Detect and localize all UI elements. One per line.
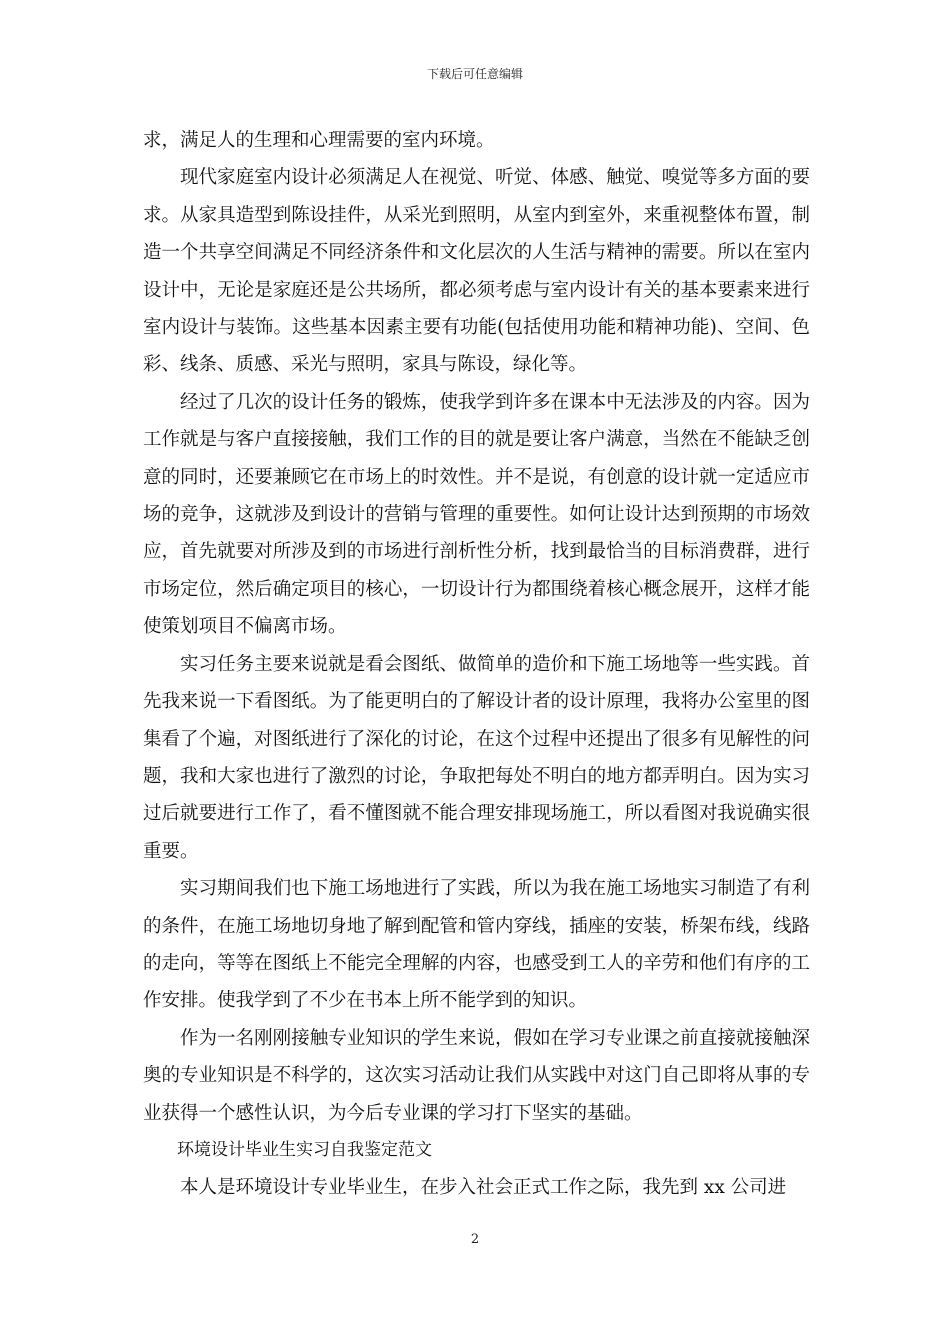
paragraph-conclusion: 作为一名刚刚接触专业知识的学生来说，假如在学习专业课之前直接就接触深奥的专业知识是不科学的，这次实习活动让我们从实践中对这门自己即将从事的专业获得一个感性认识，为今后专业课的学习打下坚实的基础。 (143, 1027, 810, 1124)
paragraph-continuation: 求，满足人的生理和心理需要的室内环境。 (143, 130, 495, 151)
paragraph-site-practice: 实习期间我们也下施工场地进行了实践，所以为我在施工场地实习制造了有利的条件，在施工场地切身地了解到配管和管内穿线，插座的安装，桥架布线，线路的走向，等等在图纸上不能完全理解的内容，也感受到工人的辛劳和他们有序的工作安排。使我学到了不少在书本上所不能学到的知识。 (143, 878, 810, 1012)
page-header (0, 67, 950, 81)
page-number-text: 2 (470, 1232, 480, 1247)
document-body (143, 122, 810, 1207)
paragraph-design-tasks: 经过了几次的设计任务的锻炼，使我学到许多在课本中无法涉及的内容。因为工作就是与客户直接接触，我们工作的目的就是要让客户满意，当然在不能缺乏创意的同时，还要兼顾它在市场上的时效性。并不是说，有创意的设计就一定适应市场的竞争，这就涉及到设计的营销与管理的重要性。如何让设计达到预期的市场效应，首先就要对所涉及到的市场进行剖析性分析，找到最恰当的目标消费群，进行市场定位，然后确定项目的核心，一切设计行为都围绕着核心概念展开，这样才能使策划项目不偏离市场。 (143, 391, 810, 638)
paragraph-self-assessment-start: 本人是环境设计专业毕业生，在步入社会正式工作之际，我先到 xx 公司进 (180, 1177, 787, 1199)
header-text: 下载后可任意编辑 (426, 67, 523, 81)
section-heading: 环境设计毕业生实习自我鉴定范文 (177, 1139, 432, 1160)
paragraph-interior-design-requirements: 现代家庭室内设计必须满足人在视觉、听觉、体感、触觉、嗅觉等多方面的要求。从家具造型到陈设挂件，从采光到照明，从室内到室外，来重视整体布置，制造一个共享空间满足不同经济条件和文化层次的人生活与精神的需要。所以在室内设计中，无论是家庭还是公共场所，都必须考虑与室内设计有关的基本要素来进行室内设计与装饰。这些基本因素主要有功能(包括使用功能和精神功能)、空间、色彩、线条、质感、采光与照明，家具与陈设，绿化等。 (143, 167, 810, 376)
page-number (0, 1232, 950, 1248)
paragraph-reading-drawings: 实习任务主要来说就是看会图纸、做简单的造价和下施工场地等一些实践。首先我来说一下看图纸。为了能更明白的了解设计者的设计原理，我将办公室里的图集看了个遍，对图纸进行了深化的讨论，在这个过程中还提出了很多有见解性的问题，我和大家也进行了激烈的讨论，争取把每处不明白的地方都弄明白。因为实习过后就要进行工作了，看不懂图就不能合理安排现场施工，所以看图对我说确实很重要。 (143, 653, 810, 862)
